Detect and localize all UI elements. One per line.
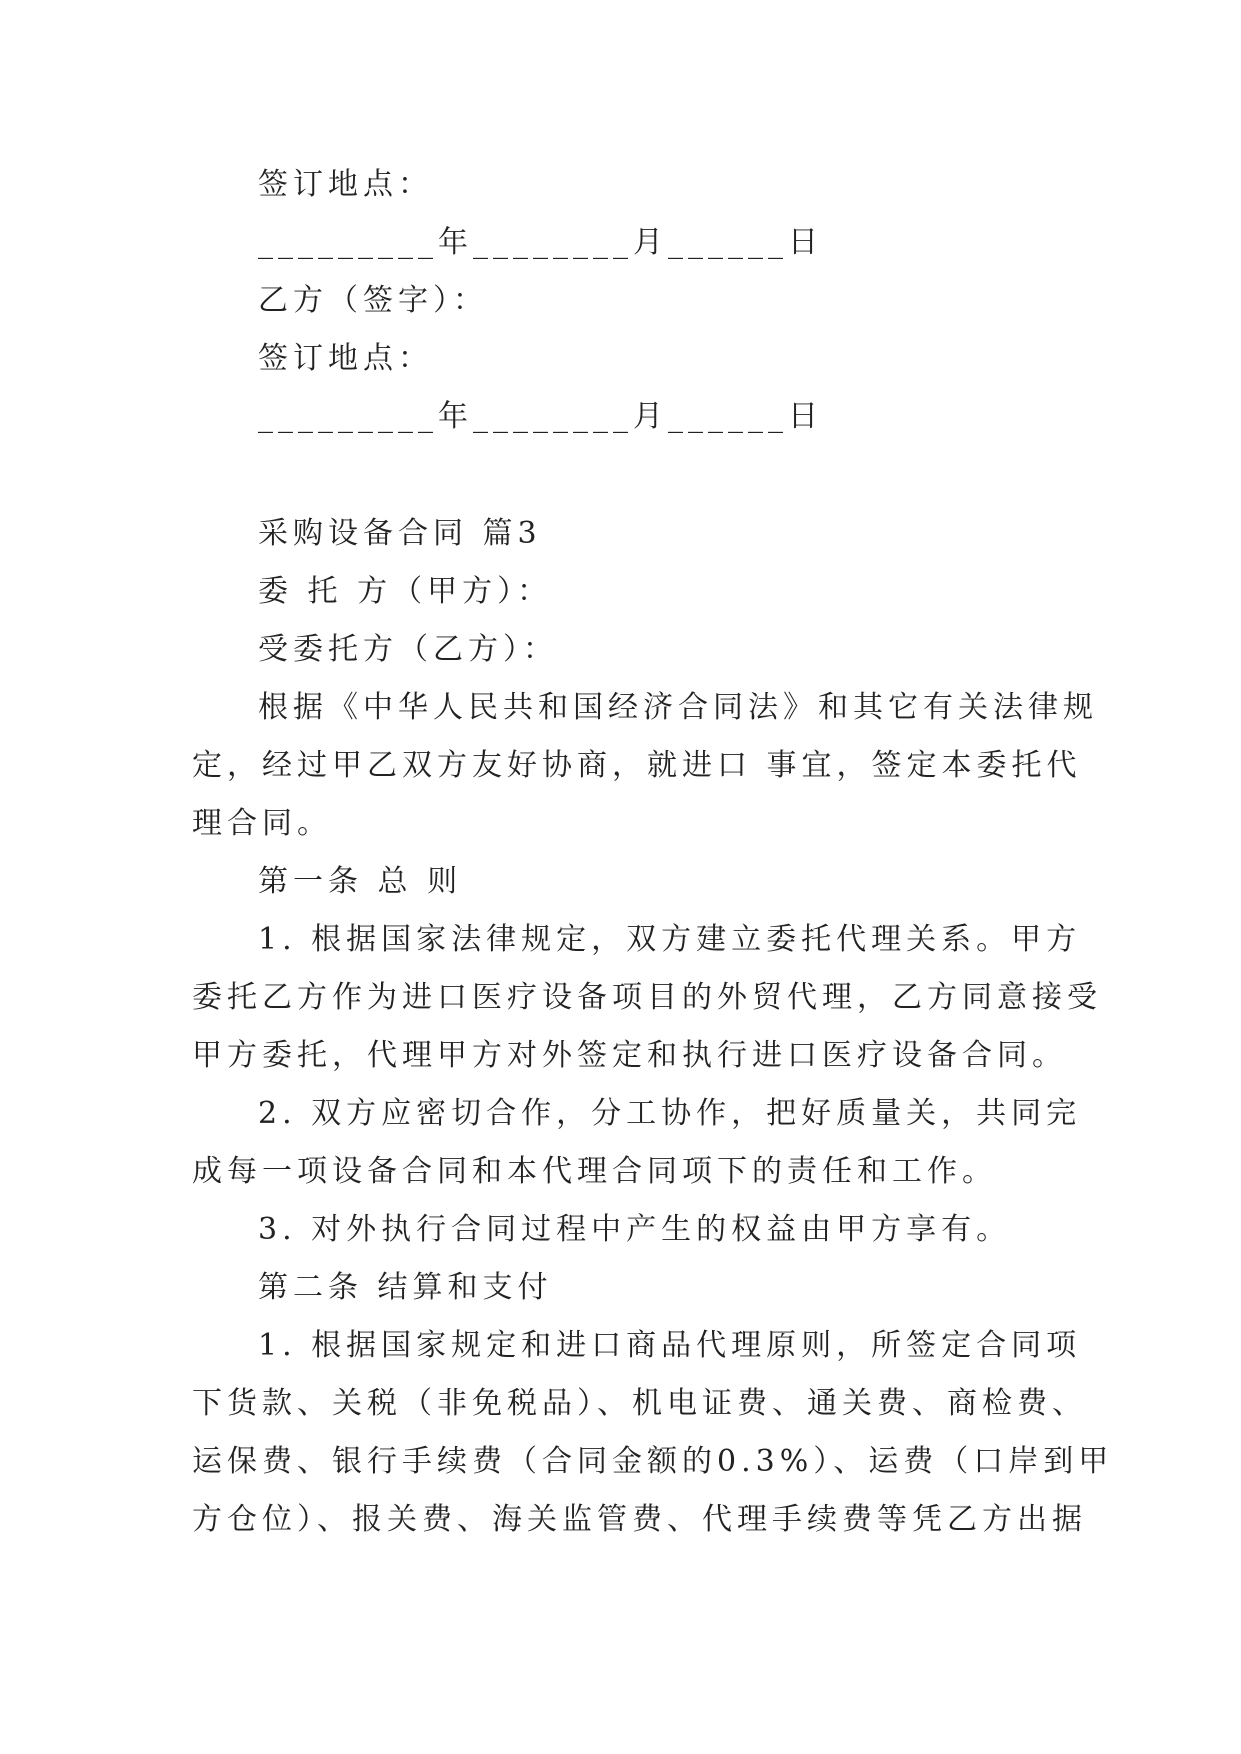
date-line: _________年________月______日 <box>258 399 823 434</box>
paragraph-line: 方仓位）、报关费、海关监管费、代理手续费等凭乙方出据 <box>192 1502 1087 1537</box>
paragraph-line: 定，经过甲乙双方友好协商，就进口 事宜，签定本委托代 <box>192 748 1082 783</box>
article-heading: 第一条 总 则 <box>258 864 463 899</box>
paragraph-line: 3. 对外执行合同过程中产生的权益由甲方享有。 <box>258 1212 1012 1247</box>
party-b-signature-label: 乙方（签字）： <box>258 283 488 318</box>
section-title: 采购设备合同 篇3 <box>258 516 542 551</box>
paragraph-line: 下货款、关税（非免税品）、机电证费、通关费、商检费、 <box>192 1386 1087 1421</box>
entrusting-party-label: 委 托 方（甲方）： <box>258 574 553 609</box>
paragraph-line: 2. 双方应密切合作，分工协作，把好质量关，共同完 <box>258 1096 1082 1131</box>
signing-place-label: 签订地点： <box>258 341 433 376</box>
paragraph-line: 理合同。 <box>192 806 332 841</box>
paragraph-line: 成每一项设备合同和本代理合同项下的责任和工作。 <box>192 1154 997 1189</box>
paragraph-line: 甲方委托，代理甲方对外签定和执行进口医疗设备合同。 <box>192 1038 1067 1073</box>
date-line: _________年________月______日 <box>258 225 823 260</box>
entrusted-party-label: 受委托方（乙方）： <box>258 632 558 667</box>
article-heading: 第二条 结算和支付 <box>258 1270 553 1305</box>
signing-place-label: 签订地点： <box>258 167 433 202</box>
paragraph-line: 运保费、银行手续费（合同金额的0.3%）、运费（口岸到甲 <box>192 1444 1114 1479</box>
paragraph-line: 1. 根据国家法律规定，双方建立委托代理关系。甲方 <box>258 922 1082 957</box>
paragraph-line: 根据《中华人民共和国经济合同法》和其它有关法律规 <box>258 690 1098 725</box>
paragraph-line: 1. 根据国家规定和进口商品代理原则，所签定合同项 <box>258 1328 1082 1363</box>
paragraph-line: 委托乙方作为进口医疗设备项目的外贸代理，乙方同意接受 <box>192 980 1102 1015</box>
